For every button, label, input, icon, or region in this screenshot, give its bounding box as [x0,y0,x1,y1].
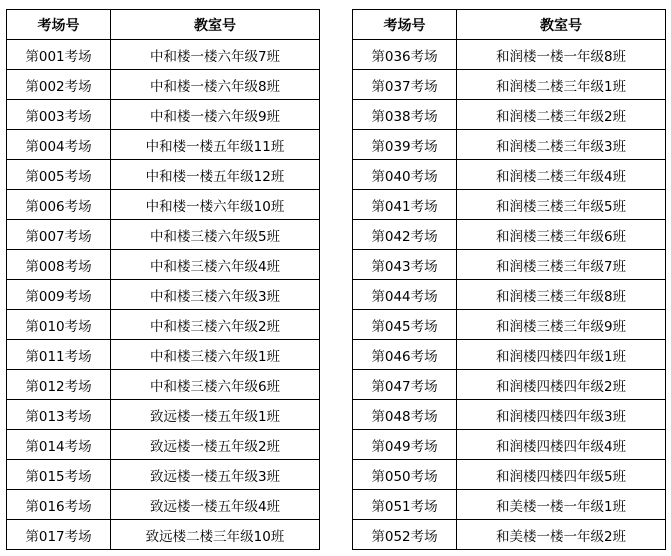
classroom-cell: 致远楼一楼五年级4班 [111,490,320,520]
classroom-cell: 和润楼三楼三年级8班 [457,280,666,310]
room-number-header: 考场号 [353,10,457,40]
classroom-cell: 致远楼二楼三年级10班 [111,520,320,550]
classroom-cell: 中和楼三楼六年级5班 [111,220,320,250]
table-row [7,460,320,490]
classroom-cell: 中和楼一楼六年级10班 [111,190,320,220]
exam-room-table-left [6,9,320,550]
table-row [7,430,320,460]
room-number-cell: 第005考场 [7,160,111,190]
room-number-cell: 第049考场 [353,430,457,460]
room-number-cell: 第037考场 [353,70,457,100]
room-number-cell: 第016考场 [7,490,111,520]
classroom-cell: 致远楼一楼五年级1班 [111,400,320,430]
room-number-cell: 第007考场 [7,220,111,250]
classroom-cell: 和润楼四楼四年级2班 [457,370,666,400]
classroom-cell: 中和楼一楼六年级8班 [111,70,320,100]
table-row [353,490,666,520]
room-number-cell: 第038考场 [353,100,457,130]
room-number-cell: 第003考场 [7,100,111,130]
room-number-cell: 第044考场 [353,280,457,310]
classroom-cell: 致远楼一楼五年级2班 [111,430,320,460]
classroom-cell: 和美楼一楼一年级2班 [457,520,666,550]
room-number-cell: 第042考场 [353,220,457,250]
table-row [7,310,320,340]
table-header-row [7,10,320,40]
classroom-cell: 中和楼三楼六年级4班 [111,250,320,280]
table-row [353,370,666,400]
table-row [7,220,320,250]
room-number-cell: 第002考场 [7,70,111,100]
classroom-cell: 和润楼二楼三年级4班 [457,160,666,190]
classroom-cell: 和润楼三楼三年级6班 [457,220,666,250]
table-body-left [7,40,320,550]
table-row [353,460,666,490]
room-number-cell: 第043考场 [353,250,457,280]
table-row [353,190,666,220]
table-row [7,130,320,160]
table-row [353,100,666,130]
table-row [7,520,320,550]
room-number-cell: 第036考场 [353,40,457,70]
table-row [353,160,666,190]
room-number-cell: 第046考场 [353,340,457,370]
classroom-cell: 和润楼二楼三年级2班 [457,100,666,130]
table-row [7,280,320,310]
room-number-cell: 第052考场 [353,520,457,550]
classroom-cell: 中和楼一楼五年级11班 [111,130,320,160]
classroom-cell: 和润楼四楼四年级5班 [457,460,666,490]
room-number-cell: 第041考场 [353,190,457,220]
classroom-cell: 中和楼一楼五年级12班 [111,160,320,190]
table-row [353,130,666,160]
room-number-cell: 第001考场 [7,40,111,70]
room-number-header: 考场号 [7,10,111,40]
table-row [7,100,320,130]
table-row [353,340,666,370]
table-row [353,220,666,250]
classroom-cell: 致远楼一楼五年级3班 [111,460,320,490]
table-row [353,70,666,100]
classroom-cell: 和润楼三楼三年级5班 [457,190,666,220]
room-number-cell: 第039考场 [353,130,457,160]
room-number-cell: 第047考场 [353,370,457,400]
exam-room-table-right [352,9,666,550]
room-number-cell: 第017考场 [7,520,111,550]
classroom-cell: 和润楼二楼三年级3班 [457,130,666,160]
classroom-cell: 中和楼一楼六年级7班 [111,40,320,70]
table-row [7,160,320,190]
classroom-cell: 和润楼三楼三年级9班 [457,310,666,340]
table-row [7,370,320,400]
classroom-header: 教室号 [111,10,320,40]
classroom-cell: 中和楼三楼六年级1班 [111,340,320,370]
classroom-cell: 中和楼一楼六年级9班 [111,100,320,130]
table-row [7,70,320,100]
room-number-cell: 第015考场 [7,460,111,490]
room-number-cell: 第048考场 [353,400,457,430]
room-number-cell: 第004考场 [7,130,111,160]
room-number-cell: 第006考场 [7,190,111,220]
room-number-cell: 第012考场 [7,370,111,400]
table-row [7,490,320,520]
table-row [353,280,666,310]
classroom-cell: 和润楼三楼三年级7班 [457,250,666,280]
room-number-cell: 第009考场 [7,280,111,310]
table-row [7,340,320,370]
room-number-cell: 第040考场 [353,160,457,190]
table-row [7,190,320,220]
room-number-cell: 第045考场 [353,310,457,340]
classroom-cell: 和润楼一楼一年级8班 [457,40,666,70]
room-number-cell: 第010考场 [7,310,111,340]
table-row [353,40,666,70]
table-row [353,250,666,280]
room-number-cell: 第051考场 [353,490,457,520]
room-number-cell: 第050考场 [353,460,457,490]
classroom-header: 教室号 [457,10,666,40]
classroom-cell: 和润楼四楼四年级1班 [457,340,666,370]
table-row [353,310,666,340]
classroom-cell: 中和楼三楼六年级6班 [111,370,320,400]
table-row [7,250,320,280]
classroom-cell: 和美楼一楼一年级1班 [457,490,666,520]
classroom-cell: 和润楼四楼四年级3班 [457,400,666,430]
classroom-cell: 和润楼四楼四年级4班 [457,430,666,460]
classroom-cell: 和润楼二楼三年级1班 [457,70,666,100]
table-row [7,40,320,70]
room-number-cell: 第011考场 [7,340,111,370]
table-row [353,520,666,550]
classroom-cell: 中和楼三楼六年级2班 [111,310,320,340]
room-number-cell: 第008考场 [7,250,111,280]
room-number-cell: 第014考场 [7,430,111,460]
table-row [353,400,666,430]
table-body-right [353,40,666,550]
table-row [353,430,666,460]
room-number-cell: 第013考场 [7,400,111,430]
classroom-cell: 中和楼三楼六年级3班 [111,280,320,310]
table-header-row [353,10,666,40]
table-row [7,400,320,430]
